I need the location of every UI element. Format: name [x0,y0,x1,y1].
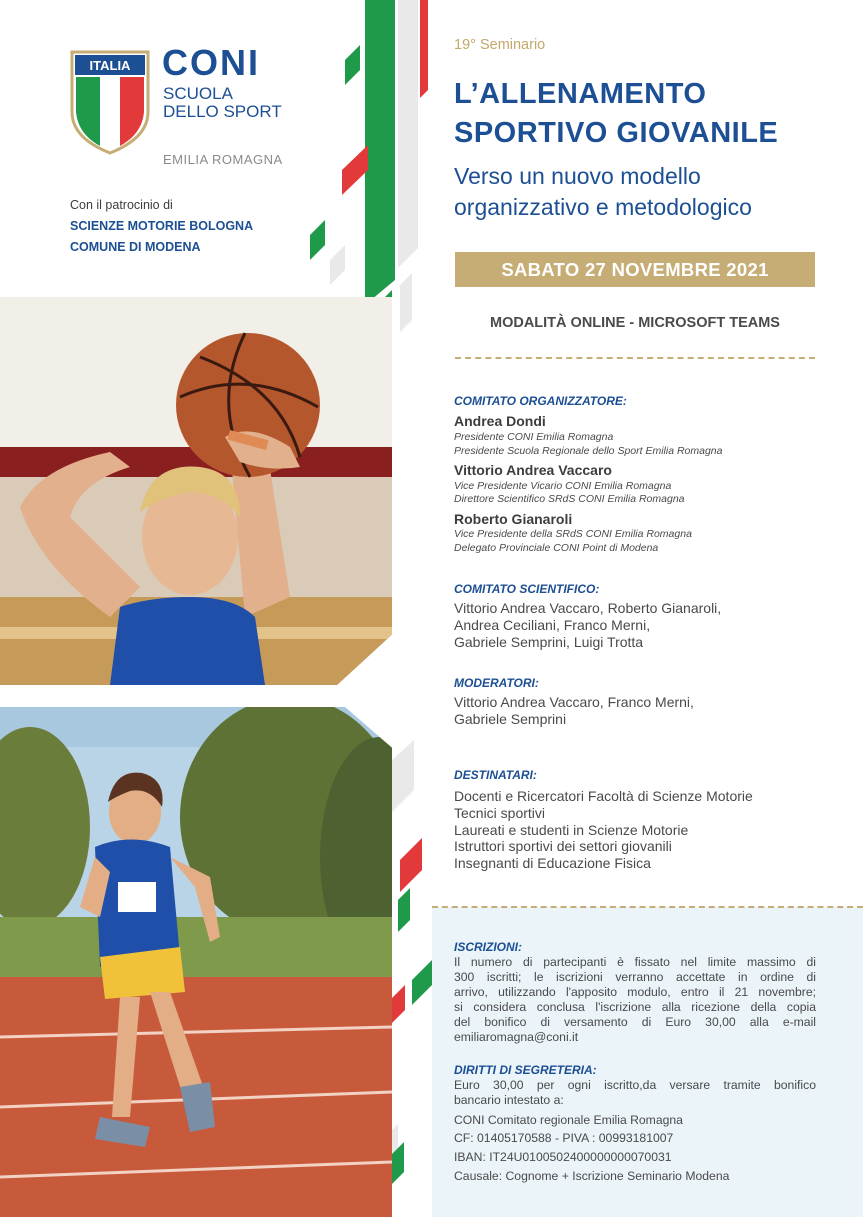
person-name: Andrea Dondi [454,413,546,429]
organizing-committee-heading: COMITATO ORGANIZZATORE: [454,394,627,408]
fees-line: Euro 30,00 per ogni iscritto,da versare tramite bonifico [454,1078,816,1092]
person-role: Delegato Provinciale CONI Point di Modena [454,542,659,554]
person-role: Presidente CONI Emilia Romagna [454,431,614,443]
person-role: Direttore Scientifico SRdS CONI Emilia Romagna [454,493,685,505]
coni-region: EMILIA ROMAGNA [163,152,283,167]
scientific-committee-line: Vittorio Andrea Vaccaro, Roberto Gianaroli, [454,600,722,616]
gold-dashed-divider [455,357,815,359]
person-role: Presidente Scuola Regionale dello Sport Emilia Romagna [454,445,723,457]
registration-heading: ISCRIZIONI: [454,940,522,954]
audience-line: Istruttori sportivi dei settori giovanili [454,838,672,854]
event-subtitle-line-2: organizzativo e metodologico [454,194,752,220]
registration-line: si considera conclusa l'iscrizione alla ricezione della copia [454,1000,816,1014]
scientific-committee-line: Andrea Ceciliani, Franco Merni, [454,617,651,633]
event-title-line-1: L’ALLENAMENTO [454,78,707,110]
registration-line: arrivo, utilizzando l'apposito modulo, entro il 21 novembre; [454,985,816,999]
coni-subtitle-2: DELLO SPORT [163,102,282,121]
moderators-heading: MODERATORI: [454,676,539,690]
fees-line: bancario intestato a: [454,1093,564,1107]
fees-line: IBAN: IT24U0100502400000000070031 [454,1150,672,1164]
coni-title: CONI [162,42,260,83]
event-date: SABATO 27 NOVEMBRE 2021 [501,258,769,280]
patronage-item: SCIENZE MOTORIE BOLOGNA [70,219,254,233]
audience-line: Tecnici sportivi [454,805,546,821]
audience-line: Laureati e studenti in Scienze Motorie [454,822,689,838]
shield-text: ITALIA [89,58,131,73]
registration-line: Il numero di partecipanti è fissato nel limite massimo di [454,955,816,969]
runner-photo [0,707,392,1217]
audience-line: Insegnanti di Educazione Fisica [454,855,651,871]
fees-line: CONI Comitato regionale Emilia Romagna [454,1113,683,1127]
person-name: Vittorio Andrea Vaccaro [454,462,612,478]
person-name: Roberto Gianaroli [454,511,573,527]
registration-line: del bonifico di versamento di Euro 30,00 alla e-mail [454,1015,816,1029]
registration-line: 300 iscritti; le iscrizioni verranno accettate in ordine di [454,970,816,984]
moderators-line: Vittorio Andrea Vaccaro, Franco Merni, [454,694,694,710]
person-role: Vice Presidente Vicario CONI Emilia Romagna [454,480,672,492]
audience-heading: DESTINATARI: [454,768,537,782]
seminar-number: 19° Seminario [454,37,546,53]
event-date-banner [455,252,815,287]
coni-subtitle-1: SCUOLA [163,84,233,103]
person-role: Vice Presidente della SRdS CONI Emilia Romagna [454,528,692,540]
fees-heading: DIRITTI DI SEGRETERIA: [454,1063,597,1077]
coni-shield-logo [70,50,150,155]
fees-line: CF: 01405170588 - PIVA : 00993181007 [454,1131,674,1145]
registration-email[interactable]: emiliaromagna@coni.it [454,1030,579,1044]
patronage-intro: Con il patrocinio di [70,198,173,212]
gold-dashed-divider [432,906,863,908]
event-mode: MODALITÀ ONLINE - MICROSOFT TEAMS [490,315,780,331]
event-subtitle-line-1: Verso un nuovo modello [454,163,701,189]
scientific-committee-line: Gabriele Semprini, Luigi Trotta [454,634,644,650]
patronage-item: COMUNE DI MODENA [70,240,201,254]
event-title-line-2: SPORTIVO GIOVANILE [454,117,779,149]
audience-line: Docenti e Ricercatori Facoltà di Scienze Motorie [454,788,753,804]
fees-line: Causale: Cognome + Iscrizione Seminario Modena [454,1169,730,1183]
basketball-photo [0,297,392,685]
scientific-committee-heading: COMITATO SCIENTIFICO: [454,582,600,596]
moderators-line: Gabriele Semprini [454,711,567,727]
